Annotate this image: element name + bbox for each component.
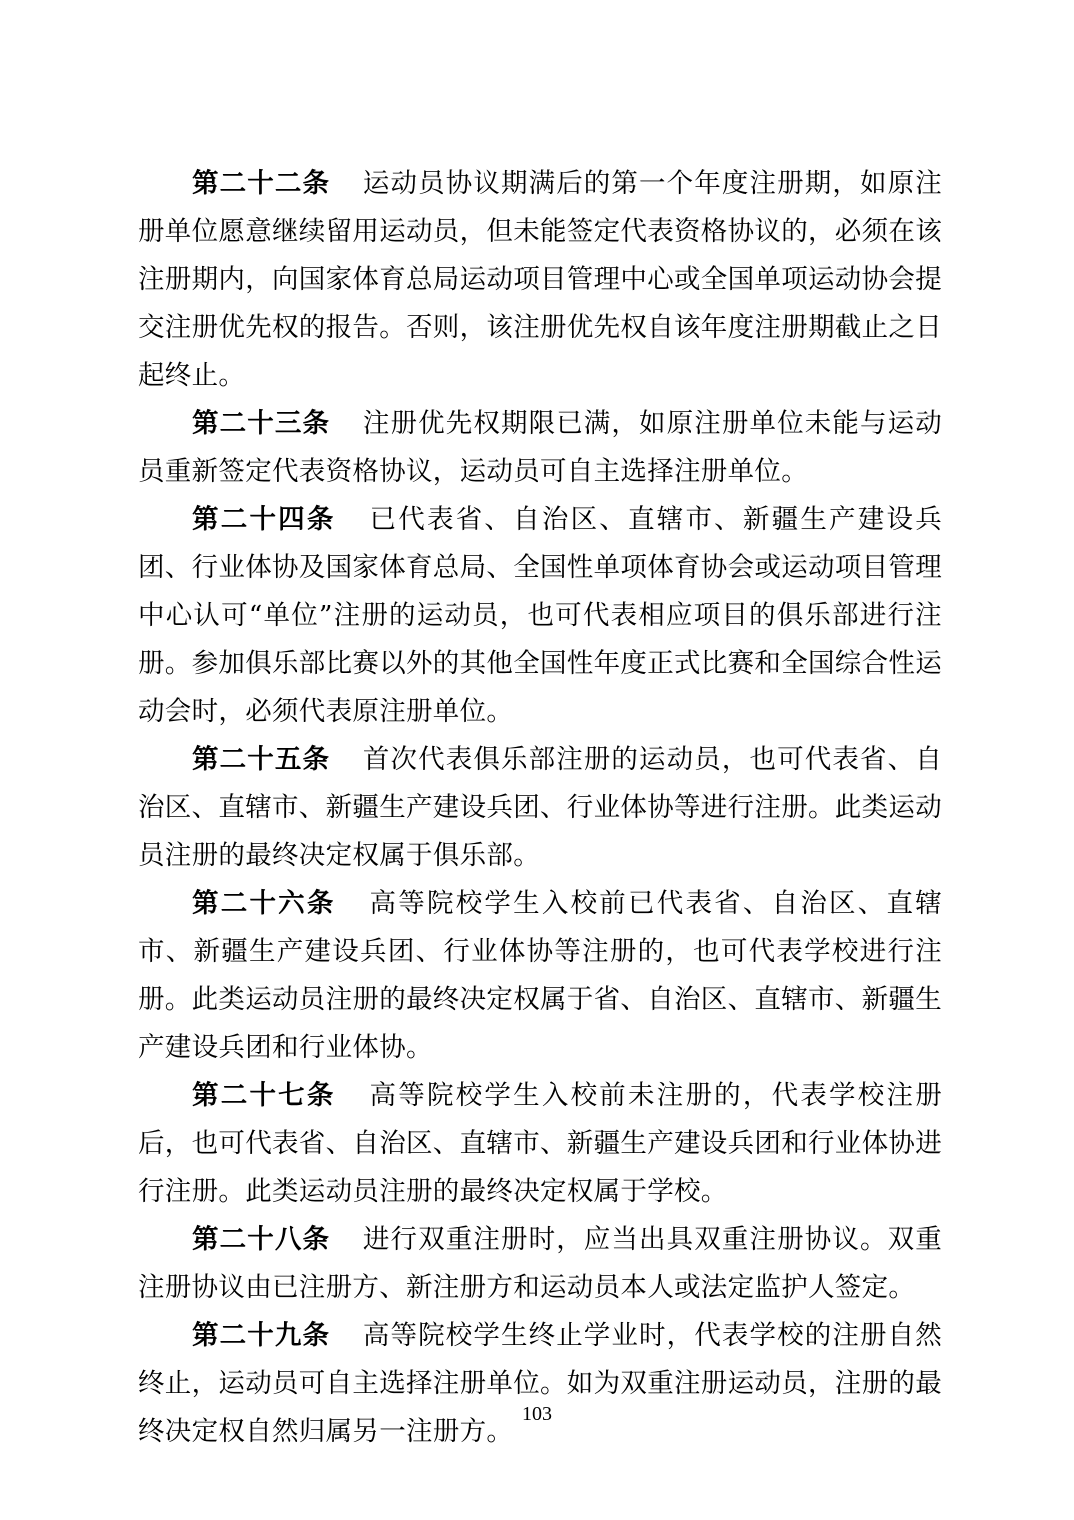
article-text: 进行双重注册时，应当出具双重注册协议。双重注册协议由已注册方、新注册方和运动员本人或法定监护人签定。 bbox=[138, 1224, 942, 1303]
page-body bbox=[138, 160, 942, 1456]
article-text: 首次代表俱乐部注册的运动员，也可代表省、自治区、直辖市、新疆生产建设兵团、行业体协等进行注册。此类运动员注册的最终决定权属于俱乐部。 bbox=[138, 744, 942, 871]
article-text: 运动员协议期满后的第一个年度注册期，如原注册单位愿意继续留用运动员，但未能签定代表资格协议的，必须在该注册期内，向国家体育总局运动项目管理中心或全国单项运动协会提交注册优先权的报告。否则，该注册优先权自该年度注册期截止之日起终止。 bbox=[138, 168, 942, 391]
article-text: 高等院校学生入校前已代表省、自治区、直辖市、新疆生产建设兵团、行业体协等注册的，也可代表学校进行注册。此类运动员注册的最终决定权属于省、自治区、直辖市、新疆生产建设兵团和行业体协。 bbox=[138, 888, 943, 1063]
page-number: 103 bbox=[522, 1403, 552, 1425]
article-27 bbox=[138, 1072, 942, 1216]
article-26 bbox=[138, 880, 942, 1072]
article-text: 已代表省、自治区、直辖市、新疆生产建设兵团、行业体协及国家体育总局、全国性单项体育协会或运动项目管理中心认可“单位”注册的运动员，也可代表相应项目的俱乐部进行注册。参加俱乐部比赛以外的其他全国性年度正式比赛和全国综合性运动会时，必须代表原注册单位。 bbox=[138, 504, 943, 727]
article-25 bbox=[138, 736, 942, 880]
article-28 bbox=[138, 1216, 942, 1312]
article-number: 第二十九条 bbox=[192, 1320, 331, 1351]
article-23 bbox=[138, 400, 942, 496]
article-24 bbox=[138, 496, 942, 736]
article-number: 第二十七条 bbox=[192, 1080, 336, 1111]
article-number: 第二十八条 bbox=[192, 1224, 331, 1255]
article-number: 第二十六条 bbox=[192, 888, 336, 919]
article-number: 第二十二条 bbox=[192, 168, 331, 199]
article-29 bbox=[138, 1312, 942, 1456]
article-text: 高等院校学生终止学业时，代表学校的注册自然终止，运动员可自主选择注册单位。如为双重注册运动员，注册的最终决定权自然归属另一注册方。 bbox=[138, 1320, 942, 1447]
article-number: 第二十五条 bbox=[192, 744, 331, 775]
article-number: 第二十四条 bbox=[192, 504, 336, 535]
article-text: 高等院校学生入校前未注册的，代表学校注册后，也可代表省、自治区、直辖市、新疆生产建设兵团和行业体协进行注册。此类运动员注册的最终决定权属于学校。 bbox=[138, 1080, 943, 1207]
article-number: 第二十三条 bbox=[192, 408, 331, 439]
article-22 bbox=[138, 160, 942, 400]
article-text: 注册优先权期限已满，如原注册单位未能与运动员重新签定代表资格协议，运动员可自主选择注册单位。 bbox=[138, 408, 942, 487]
